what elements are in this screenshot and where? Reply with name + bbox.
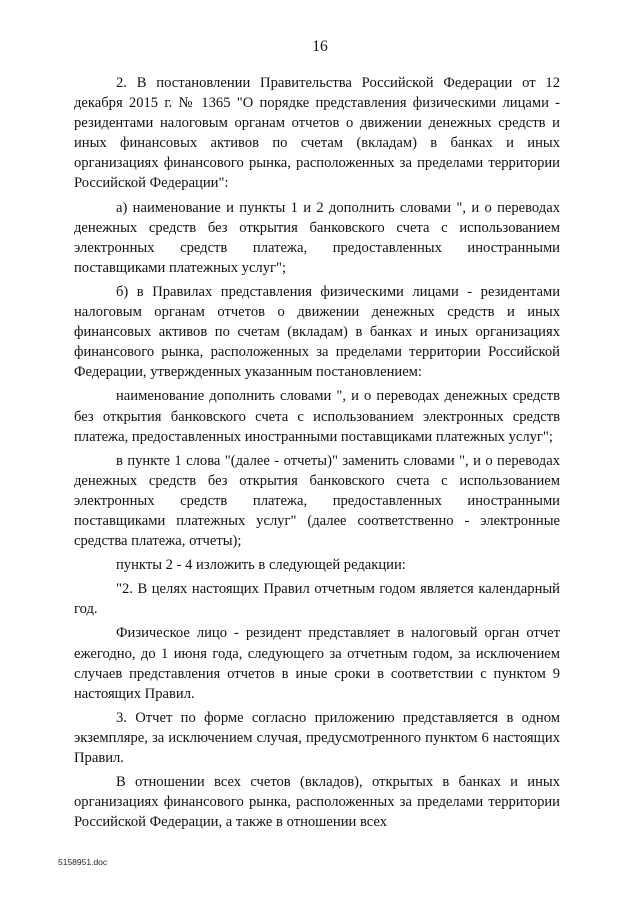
paragraph-point-3: 3. Отчет по форме согласно приложению представляется в одном экземпляре, за исключением случая, предусмотренного пунктом 6 настоящих Правил.	[74, 709, 560, 766]
paragraph-subitem-b: б) в Правилах представления физическими лицами - резидентами налоговым органам отчетов о движении денежных средств и иных финансовых активов по счетам (вкладам) в банках и иных организациях финансового рынка, расположенных за пределами территории Российской Федерации, утвержденных указанным постановлением:	[74, 283, 560, 381]
paragraph-point-2: "2. В целях настоящих Правил отчетным годом является календарный год.	[74, 581, 560, 618]
paragraph-resident-report: Физическое лицо - резидент представляет в налоговый орган отчет ежегодно, до 1 июня года, следующего за отчетным годом, за исключением случаев представления отчетов в иные сроки в соответствии с пунктом 9 настоящих Правил.	[74, 625, 560, 702]
paragraph-point-1-amendment: в пункте 1 слова "(далее - отчеты)" заменить словами ", и о переводах денежных средств без открытия банковского счета с использованием электронных средств платежа, предоставленных иностранными поставщиками платежных услуг" (далее соответственно - электронные средства платежа, отчеты);	[74, 452, 560, 550]
paragraph-points-2-4-intro: пункты 2 - 4 изложить в следующей редакции:	[116, 557, 406, 574]
paragraph-accounts: В отношении всех счетов (вкладов), открытых в банках и иных организациях финансового рынка, расположенных за пределами территории Российской Федерации, а также в отношении всех	[74, 774, 560, 831]
footer-filename: 5158951.doc	[58, 857, 108, 867]
document-body	[74, 73, 560, 836]
paragraph-subitem-a: а) наименование и пункты 1 и 2 дополнить словами ", и о переводах денежных средств без открытия банковского счета с использованием электронных средств платежа, предоставленных иностранными поставщиками платежных услуг";	[74, 199, 560, 276]
paragraph-title-amendment: наименование дополнить словами ", и о переводах денежных средств без открытия банковского счета с использованием электронных средств платежа, предоставленных иностранными поставщиками платежных услуг";	[74, 388, 560, 445]
page-number: 16	[312, 38, 328, 55]
paragraph-2-intro: 2. В постановлении Правительства Российской Федерации от 12 декабря 2015 г. № 1365 "О порядке представления физическими лицами - резидентами налоговым органам отчетов о движении денежных средств и иных финансовых активов по счетам (вкладам) в банках и иных организациях финансового рынка, расположенных за пределами территории Российской Федерации":	[74, 75, 560, 192]
